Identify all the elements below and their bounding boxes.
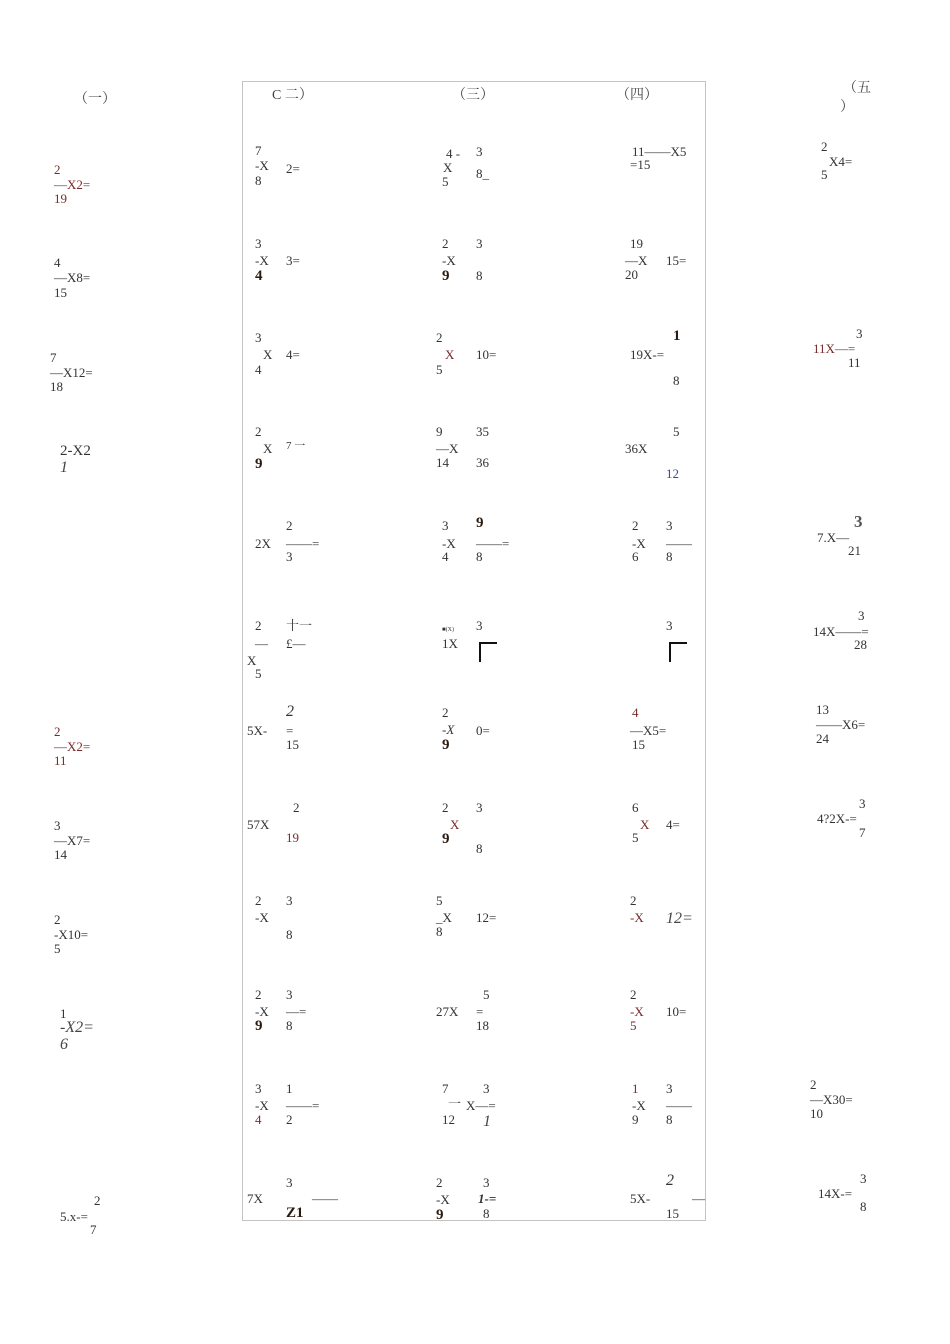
problem-1-3-num: 7 <box>50 350 57 365</box>
problem-3-6-rnum: 3 <box>476 618 483 633</box>
problem-3-4-rden: 36 <box>476 455 489 470</box>
problem-4-5-op: -X <box>632 536 646 551</box>
problem-4-7-op: —X5= <box>630 723 667 738</box>
problem-2-4-op: X <box>263 441 273 456</box>
problem-3-5-rden: 8 <box>476 549 483 564</box>
problem-2-11-rnum: 1 <box>286 1081 293 1096</box>
problem-2-10-den: 9 <box>255 1018 263 1034</box>
problem-2-9-op: -X <box>255 910 269 925</box>
problem-1-10-op: -X2= <box>60 1019 94 1036</box>
problem-3-8-op: X <box>450 817 460 832</box>
problem-5-7-op: ——X6= <box>816 717 866 732</box>
problem-3-11-num: 7 <box>442 1081 449 1096</box>
problem-3-10-op: 27X <box>436 1004 459 1019</box>
problem-3-7-den: 9 <box>442 737 450 753</box>
problem-3-1-op: X <box>443 160 453 175</box>
problem-2-1-rhs: 2= <box>286 161 300 176</box>
problem-3-11-rnum: 3 <box>483 1081 490 1096</box>
problem-2-1-num: 7 <box>255 143 262 158</box>
header-part-5: （五 <box>843 81 871 96</box>
problem-1-1-den: 19 <box>54 191 67 206</box>
problem-1-9-op: -X10= <box>54 927 89 942</box>
problem-1-2-op: —X8= <box>54 270 91 285</box>
problem-1-4-den: 1 <box>60 459 68 476</box>
problem-5-3-num: 3 <box>856 326 863 341</box>
problem-4-2-num: 19 <box>630 236 643 251</box>
problem-2-4-num: 2 <box>255 424 262 439</box>
problem-4-5-den: 6 <box>632 549 639 564</box>
problem-5-1-op: X4= <box>829 154 853 169</box>
problem-4-11-rden: 8 <box>666 1112 673 1127</box>
problem-3-3-den: 5 <box>436 362 443 377</box>
problem-3-7-op: -X <box>442 722 455 737</box>
problem-2-6-op: X <box>247 653 257 668</box>
problem-4-6-bracket <box>669 642 687 662</box>
problem-1-9-den: 5 <box>54 941 61 956</box>
problem-4-10-num: 2 <box>630 987 637 1002</box>
problem-3-12-op: -X <box>436 1192 450 1207</box>
problem-1-3-den: 18 <box>50 379 63 394</box>
problem-3-5-den: 4 <box>442 549 449 564</box>
problem-5-6-num: 3 <box>858 608 865 623</box>
problem-3-3-rhs: 10= <box>476 347 497 362</box>
problem-2-4-den: 9 <box>255 456 263 472</box>
problem-2-5-bar: ——= <box>286 536 320 551</box>
problem-2-2-op: -X <box>255 253 269 268</box>
problem-3-8-rden: 8 <box>476 841 483 856</box>
problem-3-12-den: 9 <box>436 1207 444 1223</box>
problem-1-8-op: —X7= <box>54 833 91 848</box>
problem-2-2-den: 4 <box>255 268 263 284</box>
problem-4-9-op: -X <box>630 910 644 925</box>
problem-2-10-num: 2 <box>255 987 262 1002</box>
problem-3-7-rhs: 0= <box>476 723 490 738</box>
problem-4-9-rhs: 12= <box>666 910 693 927</box>
problem-1-12-op: 5.x-= <box>60 1209 88 1224</box>
problem-3-9-den: 8 <box>436 924 443 939</box>
problem-4-9-num: 2 <box>630 893 637 908</box>
problem-4-2-den: 20 <box>625 267 638 282</box>
problem-2-12-num: 3 <box>286 1175 293 1190</box>
problem-2-7-op: 5X- <box>247 723 268 738</box>
problem-3-3-op: X <box>445 347 455 362</box>
problem-4-4-num: 5 <box>673 424 680 439</box>
problem-5-5-op: 7.X— <box>817 530 850 545</box>
problem-5-12-den: 8 <box>860 1199 867 1214</box>
problem-2-8-den: 19 <box>286 830 299 845</box>
problem-4-10-rhs: 10= <box>666 1004 687 1019</box>
problem-2-11-num: 3 <box>255 1081 262 1096</box>
problem-4-3-num: 1 <box>673 328 681 344</box>
problem-3-5-op: -X <box>442 536 456 551</box>
problem-2-6-den: 5 <box>255 666 262 681</box>
problem-1-9-num: 2 <box>54 912 61 927</box>
problem-4-10-op: -X <box>630 1004 644 1019</box>
problem-2-7-eq: = <box>286 723 294 738</box>
header-part-2: C 二） <box>272 88 313 103</box>
problem-4-7-den: 15 <box>632 737 645 752</box>
problem-2-9-num: 2 <box>255 893 262 908</box>
problem-5-11-num: 2 <box>810 1077 817 1092</box>
problem-2-6-num: 2 <box>255 618 262 633</box>
problem-3-5-bar: ——= <box>476 536 510 551</box>
problem-2-12-den: Z1 <box>286 1205 304 1221</box>
problem-2-6-rhs-bottom: £— <box>286 636 306 651</box>
problem-3-9-num: 5 <box>436 893 443 908</box>
problem-2-12-bar: —— <box>312 1191 338 1206</box>
problem-3-1-num: 4 - <box>446 146 461 161</box>
problem-4-11-den: 9 <box>632 1112 639 1127</box>
table-frame <box>242 81 706 1221</box>
problem-4-10-den: 5 <box>630 1018 637 1033</box>
problem-4-5-rden: 8 <box>666 549 673 564</box>
problem-1-3-op: —X12= <box>50 365 93 380</box>
problem-3-12-rden: 8 <box>483 1206 490 1221</box>
problem-5-6-op: 14X——= <box>813 624 869 639</box>
problem-1-2-den: 15 <box>54 285 67 300</box>
problem-5-8-num: 3 <box>859 796 866 811</box>
problem-5-12-op: 14X-= <box>818 1186 853 1201</box>
problem-2-3-den: 4 <box>255 362 262 377</box>
problem-4-11-op: -X <box>632 1098 646 1113</box>
problem-2-3-op: X <box>263 347 273 362</box>
problem-3-12-eq: 1-= <box>478 1191 497 1206</box>
problem-2-5-den: 3 <box>286 549 293 564</box>
problem-3-10-den: 18 <box>476 1018 489 1033</box>
problem-4-7-num: 4 <box>632 705 639 720</box>
problem-3-1-den: 5 <box>442 174 449 189</box>
problem-1-8-num: 3 <box>54 818 61 833</box>
problem-2-11-den: 4 <box>255 1112 262 1127</box>
problem-1-7-den: 11 <box>54 753 67 768</box>
problem-3-10-num: 5 <box>483 987 490 1002</box>
problem-4-5-bar: —— <box>666 536 692 551</box>
problem-4-11-rnum: 3 <box>666 1081 673 1096</box>
header-part-5-close: ） <box>840 100 854 115</box>
problem-4-3-den: 8 <box>673 373 680 388</box>
problem-3-2-den: 9 <box>442 268 450 284</box>
problem-4-6-rnum: 3 <box>666 618 673 633</box>
problem-2-11-rden: 2 <box>286 1112 293 1127</box>
problem-3-2-rden: 8 <box>476 268 483 283</box>
problem-2-10-rden: 8 <box>286 1018 293 1033</box>
problem-3-10-eq: = <box>476 1004 484 1019</box>
problem-3-11-bar: 一 <box>448 1096 462 1111</box>
problem-4-11-num: 1 <box>632 1081 639 1096</box>
problem-3-8-rnum: 3 <box>476 800 483 815</box>
problem-2-11-op: -X <box>255 1098 269 1113</box>
header-part-4: （四） <box>616 88 658 103</box>
problem-1-7-num: 2 <box>54 724 61 739</box>
problem-5-11-op: —X30= <box>810 1092 853 1107</box>
problem-3-5-rnum: 9 <box>476 515 484 531</box>
problem-3-7-num: 2 <box>442 705 449 720</box>
problem-3-4-op: —X <box>436 441 459 456</box>
problem-4-11-bar: —— <box>666 1098 692 1113</box>
problem-4-1-rhs: =15 <box>630 157 651 172</box>
problem-3-11-den: 12 <box>442 1112 455 1127</box>
problem-3-12-num: 2 <box>436 1175 443 1190</box>
problem-2-8-op: 57X <box>247 817 270 832</box>
problem-5-8-op: 4?2X-= <box>817 811 857 826</box>
problem-2-1-op: -X <box>255 158 269 173</box>
problem-5-3-den: 11 <box>848 355 861 370</box>
problem-3-8-num: 2 <box>442 800 449 815</box>
problem-3-1-rnum: 3 <box>476 144 483 159</box>
problem-1-8-den: 14 <box>54 847 67 862</box>
problem-3-2-rnum: 3 <box>476 236 483 251</box>
problem-5-7-den: 24 <box>816 731 829 746</box>
problem-3-2-num: 2 <box>442 236 449 251</box>
problem-1-7-op: —X2= <box>54 739 91 754</box>
problem-4-12-op: 5X- <box>630 1191 651 1206</box>
problem-4-4-op: 36X <box>625 441 648 456</box>
problem-2-10-rnum: 3 <box>286 987 293 1002</box>
problem-2-10-bar: —= <box>286 1004 307 1019</box>
problem-3-9-op: _X <box>436 910 452 925</box>
problem-5-3-op: 11X—= <box>813 341 856 356</box>
problem-4-1-op: 11——X5 <box>632 144 687 159</box>
problem-4-2-op: —X <box>625 253 648 268</box>
problem-3-4-den: 14 <box>436 455 449 470</box>
problem-4-2-rhs: 15= <box>666 253 687 268</box>
problem-4-5-rnum: 3 <box>666 518 673 533</box>
problem-2-4-rhs: 7 一 <box>286 440 306 452</box>
problem-3-2-op: -X <box>442 253 456 268</box>
problem-4-8-rhs: 4= <box>666 817 680 832</box>
problem-2-11-bar: ——= <box>286 1098 320 1113</box>
problem-5-5-num: 3 <box>854 512 863 531</box>
problem-4-4-den: 12 <box>666 466 679 481</box>
problem-5-5-den: 21 <box>848 543 861 558</box>
problem-3-8-den: 9 <box>442 831 450 847</box>
problem-2-2-num: 3 <box>255 236 262 251</box>
header-part-1: （一） <box>74 92 116 107</box>
problem-1-12-den: 7 <box>90 1222 97 1237</box>
problem-2-12-op: 7X <box>247 1191 263 1206</box>
problem-4-8-op: X <box>640 817 650 832</box>
problem-1-10-den: 6 <box>60 1036 68 1053</box>
problem-4-12-num: 2 <box>666 1172 674 1189</box>
problem-2-3-rhs: 4= <box>286 347 300 362</box>
problem-3-12-rnum: 3 <box>483 1175 490 1190</box>
problem-2-9-rnum: 3 <box>286 893 293 908</box>
problem-4-8-num: 6 <box>632 800 639 815</box>
header-part-3: （三） <box>452 88 494 103</box>
problem-3-6-bracket <box>479 642 497 662</box>
problem-3-9-rhs: 12= <box>476 910 497 925</box>
problem-1-1-op: —X2= <box>54 177 91 192</box>
problem-2-6-rhs-top: 十一 <box>286 618 313 633</box>
problem-2-8-num: 2 <box>293 800 300 815</box>
problem-2-3-num: 3 <box>255 330 262 345</box>
problem-1-1-num: 2 <box>54 162 61 177</box>
problem-5-12-num: 3 <box>860 1171 867 1186</box>
problem-2-9-rden: 8 <box>286 927 293 942</box>
problem-1-2-num: 4 <box>54 255 61 270</box>
problem-5-1-den: 5 <box>821 167 828 182</box>
problem-2-7-den: 15 <box>286 737 299 752</box>
problem-2-10-op: -X <box>255 1004 269 1019</box>
problem-3-4-rnum: 35 <box>476 424 489 439</box>
problem-2-5-num: 2 <box>286 518 293 533</box>
problem-2-7-num: 2 <box>286 703 294 720</box>
problem-3-11-rden: 1 <box>483 1113 491 1130</box>
problem-3-6-mark: ■(X) <box>442 627 454 633</box>
problem-5-6-den: 28 <box>854 637 867 652</box>
problem-1-4-op: 2-X2 <box>60 443 91 459</box>
problem-5-11-den: 10 <box>810 1106 823 1121</box>
problem-5-8-den: 7 <box>859 825 866 840</box>
problem-2-5-op: 2X <box>255 536 271 551</box>
problem-2-2-rhs: 3= <box>286 253 300 268</box>
problem-3-11-op: X—= <box>466 1098 496 1113</box>
problem-1-12-num: 2 <box>94 1193 101 1208</box>
problem-2-1-den: 8 <box>255 173 262 188</box>
problem-3-1-rden: 8_ <box>476 166 489 181</box>
problem-4-12-den: 15 <box>666 1206 679 1221</box>
problem-3-3-num: 2 <box>436 330 443 345</box>
problem-5-1-num: 2 <box>821 139 828 154</box>
problem-4-3-op: 19X-= <box>630 347 665 362</box>
problem-4-5-num: 2 <box>632 518 639 533</box>
problem-4-8-den: 5 <box>632 830 639 845</box>
problem-4-12-bar: — <box>692 1191 705 1206</box>
problem-3-6-op: 1X <box>442 636 458 651</box>
problem-3-5-num: 3 <box>442 518 449 533</box>
problem-1-10-num: 1 <box>60 1006 67 1021</box>
problem-3-4-num: 9 <box>436 424 443 439</box>
problem-5-7-num: 13 <box>816 702 829 717</box>
problem-2-6-bar: — <box>255 636 268 651</box>
